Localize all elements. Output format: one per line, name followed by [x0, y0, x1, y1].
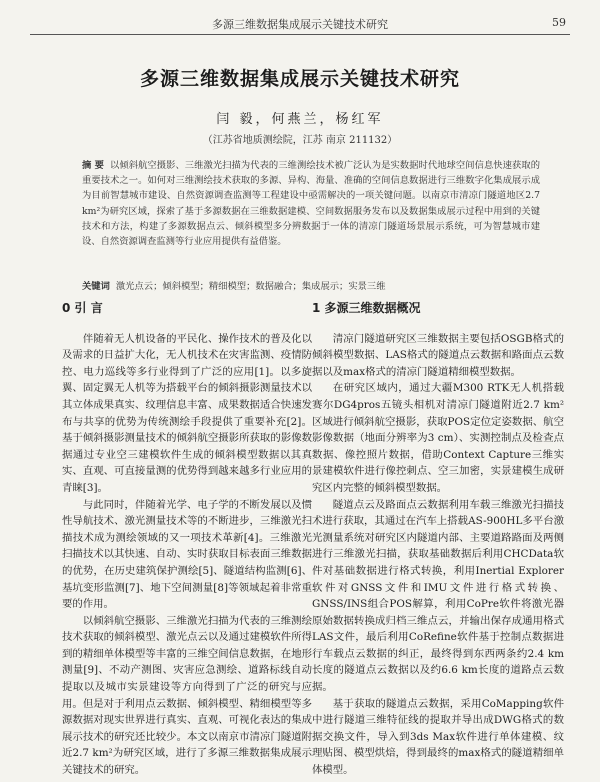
abstract-label: 摘 要: [82, 160, 104, 171]
page-number: 59: [552, 16, 566, 29]
paragraph: 基于获取的隧道点云数据，采用CoMapping软件中进行隧道三维特征线的提取并导出成DWG格式的数据交换文件，导入到3ds Max软件进行单体建模、纹理贴图、模型烘焙，得到最终的max格式的隧道精细单体模型。: [312, 697, 564, 777]
keywords: [82, 278, 540, 292]
affiliation: （江苏省地质测绘院，江苏 南京 211132）: [202, 135, 398, 146]
keywords-text: 激光点云；倾斜模型；精细模型；数据融合；集成展示；实景三维: [115, 281, 386, 292]
paragraph: 清凉门隧道研究区三维数据主要包括OSGB格式的倾斜模型数据、LAS格式的隧道点云数据和路面点云数据以及max格式的清凉门隧道精细模型数据。: [312, 332, 564, 378]
authors: 闫 毅，何燕兰，杨红军: [216, 112, 384, 127]
paragraph: 与此同时，伴随着光学、电子学的不断发展以及惯性导航技术、激光测量技术等的不断进步，三维激光扫描技术成为测绘领域的又一项技术革新[4]。三维激光扫描技术以其快速、自动、实时获取目标表面三维数据的优势，在历史建筑保护测绘[5]、隧道结构监测[6]、基坑变形监测[7]、地下空间测量[8]等领域起着非常重要的作用。: [62, 498, 312, 611]
paragraph: 隧道点云及路面点云数据利用车载三维激光扫描技术进行获取，其通过在汽车上搭载AS-900HL多平台激光测量系统对研究区内隧道内部、主要道路路面及两侧进行三维激光扫描，获取基础数据后利用CHCData软件对基础数据进行格式转换，利用Inertial Explorer软件对GNSS文件和IMU文件进行格式转换、GNSS/INS组合POS解算，利用CoPre软件将激光器原始数据转换成归档三维点云，并输出保存成通用格式LAS文件，最后利用CoRefine软件基于控制点数据进行车载点云数据的纠正，最终得到东西两条约2.4 km长度的隧道点云数据以及约6.6 km长度的道路点云数据。: [312, 498, 564, 694]
paper-title: 多源三维数据集成展示关键技术研究: [139, 68, 460, 90]
paragraph: 在研究区域内，通过大疆M300 RTK无人机搭载赛尔DG4pros五镜头相机对清凉门隧道附近2.7 km²区域进行倾斜航空摄影，获取POS定位定姿数据、航空影像数据（地面分辨率为3 cm）、实测控制点及检查点数据、像控照片数据，借助Context Capture三维实景建模软件进行像控刺点、空三加密，实景建模生成研究区内完整的倾斜模型数据。: [312, 382, 564, 494]
left-column: [62, 300, 312, 779]
right-column: [312, 300, 564, 779]
keywords-label: 关键词: [82, 281, 110, 292]
paragraph: 伴随着无人机设备的平民化、操作技术的普及化以及需求的日益扩大化，无人机技术在灾害监测、疫情防控、电力巡线等多行业得到了广泛的应用[1]。以多旋翼、固定翼无人机等为搭载平台的倾斜摄影测量技术以其立体成果真实、纹理信息丰富、成果数据适合快速发布与共享的优势为传统测绘手段提供了重要补充[2]。基于倾斜摄影测量技术的倾斜航空摄影所获取的影像数据通过专业空三建模软件生成的倾斜模型数据以其真实、直观、可直接量测的优势得到越来越多行业应用的青睐[3]。: [62, 332, 312, 494]
paragraph: 以倾斜航空摄影、三维激光扫描为代表的三维测绘技术获取的倾斜模型、激光点云以及通过建模软件所得到的精细单体模型等丰富的三维空间信息数据，在地形测量[9]、不动产测图、灾害应急测绘、道路标线自动提取以及城市实景建设等方向得到了广泛的研究与应用。但是对于利用点云数据、倾斜模型、精细模型等多源数据对现实世界进行真实、直观、可视化表达的集成展示技术的研究还比较少。本文以南京市清凉门隧道附近2.7 km²为研究区域，进行了多源三维数据集成展示关键技术的研究。: [62, 614, 312, 777]
running-header: [30, 14, 570, 35]
abstract: [82, 158, 540, 249]
running-title: 多源三维数据集成展示关键技术研究: [212, 18, 388, 31]
abstract-text: 以倾斜航空摄影、三维激光扫描为代表的三维测绘技术被广泛认为是实数据时代地球空间信息快速获取的重要技术之一。如何对三维测绘技术获取的多源、异构、海量、准确的空间信息数据进行三维数字化集成展示成为目前智慧城市建设、自然资源调查监测等工程建设中亟需解决的一项关键问题。以南京市清凉门隧道地区2.7 km²为研究区域，探索了基于多源数据在三维数据建模、空间数据服务发布以及数据集成展示过程中用到的关键技术和方法，构建了多源数据点云、倾斜模型多分辨数据于一体的清凉门隧道场景展示系统，可为智慧城市建设、自然资源调查监测等行业应用提供有益借鉴。: [82, 160, 540, 248]
section-heading-1: 1 多源三维数据概况: [312, 301, 421, 315]
section-heading-intro: 0 引 言: [62, 301, 103, 315]
